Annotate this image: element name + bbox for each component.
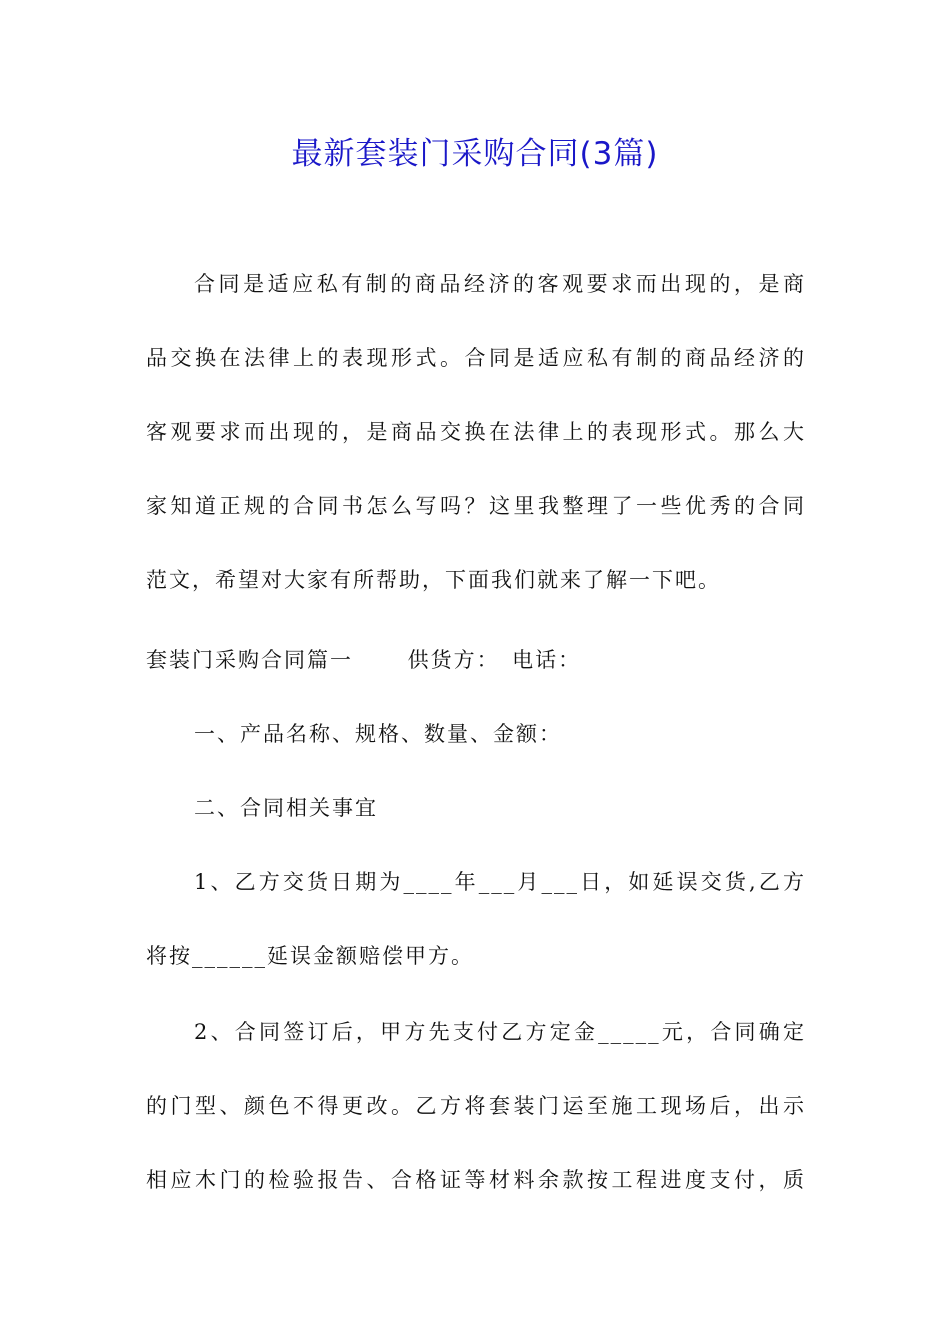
- paragraph-line: 品交换在法律上的表现形式。合同是适应私有制的商品经济的: [146, 346, 806, 370]
- clause-line: 将按______延误金额赔偿甲方。: [146, 944, 474, 968]
- document-title: 最新套装门采购合同(3篇): [291, 136, 659, 172]
- paragraph-line: 客观要求而出现的，是商品交换在法律上的表现形式。那么大: [146, 420, 806, 444]
- paragraph-line: 范文，希望对大家有所帮助，下面我们就来了解一下吧。: [146, 568, 721, 592]
- clause-line: 2、合同签订后，甲方先支付乙方定金_____元，合同确定: [194, 1020, 806, 1044]
- clause-line: 的门型、颜色不得更改。乙方将套装门运至施工现场后，出示: [146, 1094, 806, 1118]
- clause-line: 相应木门的检验报告、合格证等材料余款按工程进度支付，质: [146, 1168, 806, 1192]
- clause-line: 1、乙方交货日期为____年___月___日，如延误交货,乙方: [194, 870, 806, 894]
- list-item: 一、产品名称、规格、数量、金额：: [194, 722, 562, 746]
- paragraph-line: 家知道正规的合同书怎么写吗？这里我整理了一些优秀的合同: [146, 494, 806, 518]
- section-heading: 套装门采购合同篇一 供货方： 电话：: [146, 648, 582, 672]
- list-item: 二、合同相关事宜: [194, 796, 378, 820]
- paragraph-line: 合同是适应私有制的商品经济的客观要求而出现的，是商: [194, 272, 806, 296]
